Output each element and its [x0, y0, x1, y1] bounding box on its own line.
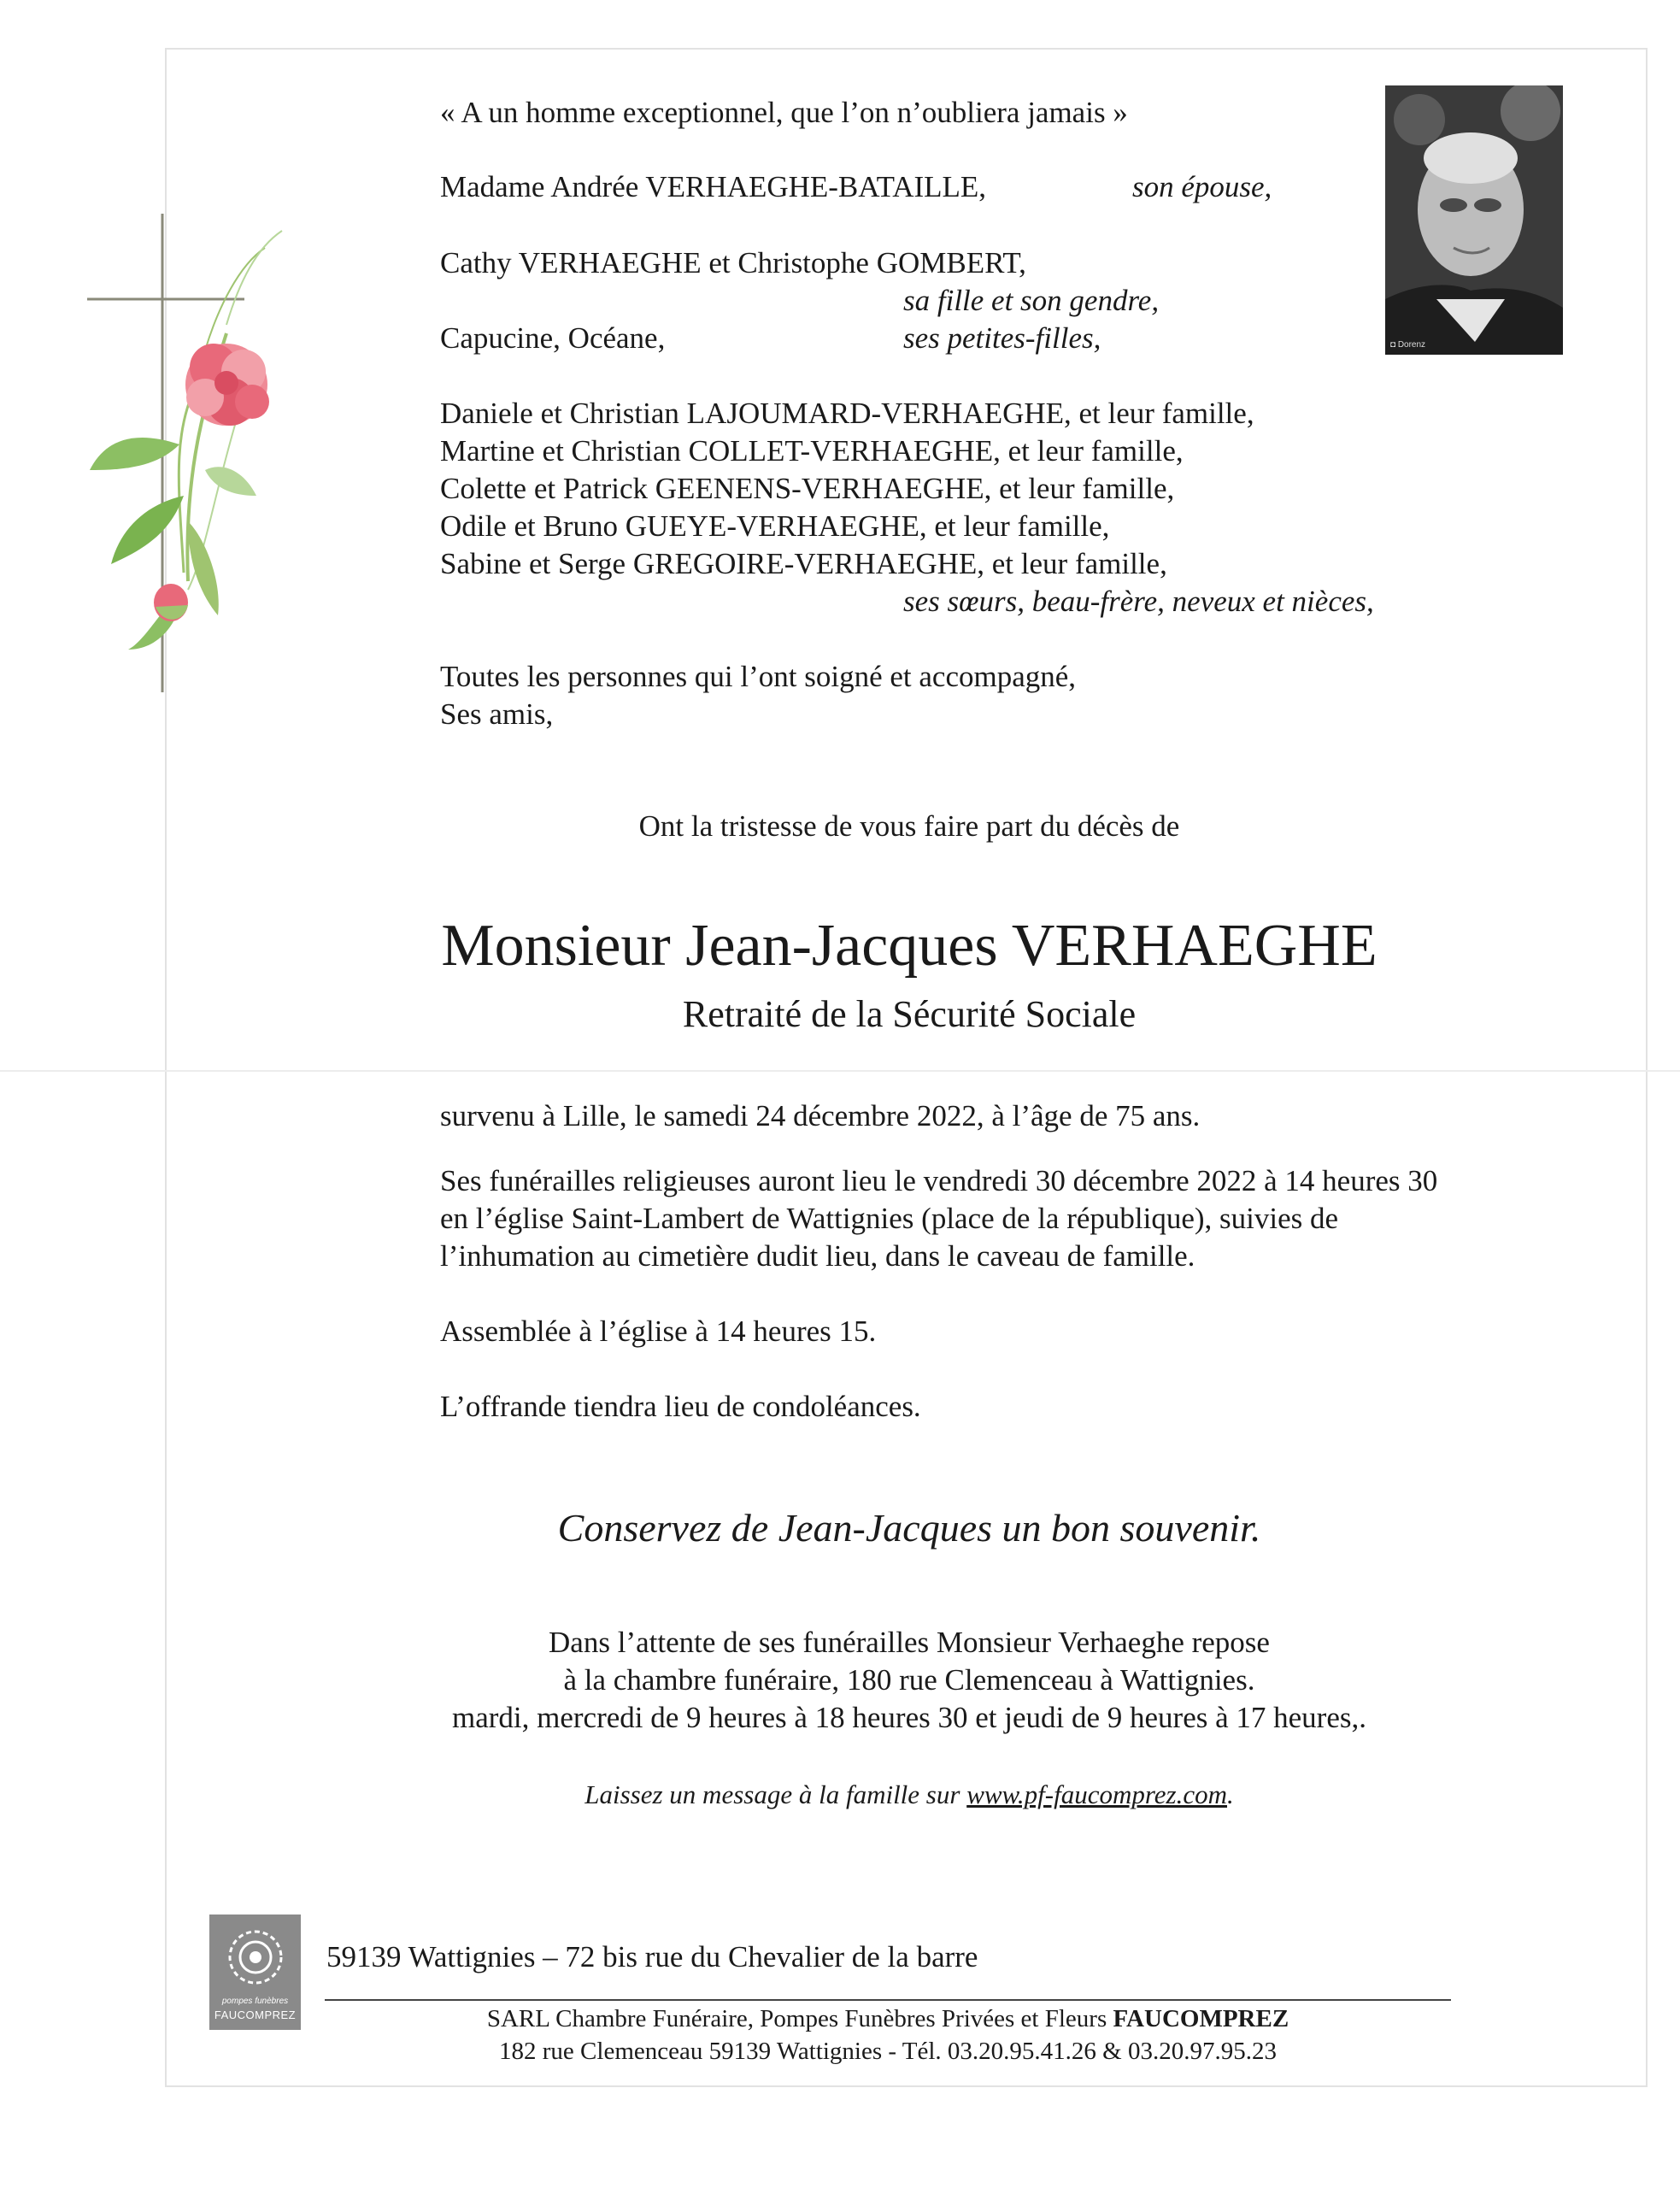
rest-line-1: Dans l’attente de ses funérailles Monsieur Verhaeghe repose	[549, 1626, 1270, 1659]
photo-credit: ◘ Dorenz	[1390, 340, 1426, 350]
footer-company-prefix: SARL Chambre Funéraire, Pompes Funèbres Privées et Fleurs	[486, 2005, 1113, 2032]
funeral-info-2: en l’église Saint-Lambert de Wattignies (place de la république), suivies de	[440, 1202, 1339, 1235]
funeral-info-3: l’inhumation au cimetière dudit lieu, dans le caveau de famille.	[440, 1239, 1195, 1273]
offering-info: L’offrande tiendra lieu de condoléances.	[440, 1390, 921, 1423]
deceased-name: Monsieur Jean-Jacques VERHAEGHE	[441, 913, 1377, 979]
announcement: Ont la tristesse de vous faire part du décès de	[638, 809, 1180, 843]
family-spouse-relation: son épouse,	[1132, 170, 1272, 203]
sibling-line-4: Odile et Bruno GUEYE-VERHAEGHE, et leur famille,	[440, 509, 1110, 543]
sibling-line-3: Colette et Patrick GEENENS-VERHAEGHE, et leur famille,	[440, 472, 1175, 505]
rest-line-2: à la chambre funéraire, 180 rue Clemenceau à Wattignies.	[563, 1663, 1255, 1697]
message-suffix: .	[1227, 1779, 1234, 1809]
family-granddaughters-name: Capucine, Océane,	[440, 321, 666, 355]
portrait-photo	[1385, 85, 1563, 355]
logo-tagline: pompes funèbres	[221, 1997, 289, 2006]
footer-company-name: FAUCOMPREZ	[1113, 2005, 1289, 2032]
quote: « A un homme exceptionnel, que l’on n’oubliera jamais »	[440, 96, 1128, 129]
sibling-line-5: Sabine et Serge GREGOIRE-VERHAEGHE, et leur famille,	[440, 547, 1167, 580]
footer-company	[325, 2003, 1451, 2034]
sibling-line-1: Daniele et Christian LAJOUMARD-VERHAEGHE, et leur famille,	[440, 397, 1254, 430]
rest-line-3: mardi, mercredi de 9 heures à 18 heures 30 et jeudi de 9 heures à 17 heures,.	[451, 1701, 1366, 1734]
death-info: survenu à Lille, le samedi 24 décembre 2022, à l’âge de 75 ans.	[440, 1099, 1201, 1132]
website-link[interactable]: www.pf-faucomprez.com	[966, 1779, 1227, 1809]
cross-flower-illustration	[77, 214, 291, 701]
logo-brand: FAUCOMPREZ	[214, 2009, 297, 2021]
fold-line	[0, 1070, 1680, 1072]
message-prefix: Laissez un message à la famille sur	[584, 1779, 967, 1809]
sibling-line-2: Martine et Christian COLLET-VERHAEGHE, et leur famille,	[440, 434, 1184, 468]
siblings-relation: ses sœurs, beau-frère, neveux et nièces,	[903, 585, 1374, 618]
logo-flower-icon	[225, 1926, 286, 1988]
deceased-title: Retraité de la Sécurité Sociale	[682, 993, 1137, 1035]
assembly-info: Assemblée à l’église à 14 heures 15.	[440, 1315, 877, 1348]
family-daughter-name: Cathy VERHAEGHE et Christophe GOMBERT,	[440, 246, 1026, 279]
footer-divider	[325, 1999, 1451, 2001]
friends-line: Ses amis,	[440, 697, 554, 731]
footer-address: 59139 Wattignies – 72 bis rue du Chevalier de la barre	[326, 1940, 978, 1973]
footer-contact: 182 rue Clemenceau 59139 Wattignies - Tél. 03.20.95.41.26 & 03.20.97.95.23	[499, 2038, 1277, 2065]
family-spouse-name: Madame Andrée VERHAEGHE-BATAILLE,	[440, 170, 987, 203]
family-daughter-relation: sa fille et son gendre,	[903, 284, 1160, 317]
caregivers-line: Toutes les personnes qui l’ont soigné et accompagné,	[440, 660, 1077, 693]
remembrance: Conservez de Jean-Jacques un bon souvenir.	[557, 1506, 1261, 1550]
message-line	[0, 1776, 1680, 1814]
family-granddaughters-relation: ses petites-filles,	[903, 321, 1101, 355]
faucomprez-logo	[209, 1914, 301, 2030]
funeral-info-1: Ses funérailles religieuses auront lieu le vendredi 30 décembre 2022 à 14 heures 30	[440, 1164, 1438, 1197]
